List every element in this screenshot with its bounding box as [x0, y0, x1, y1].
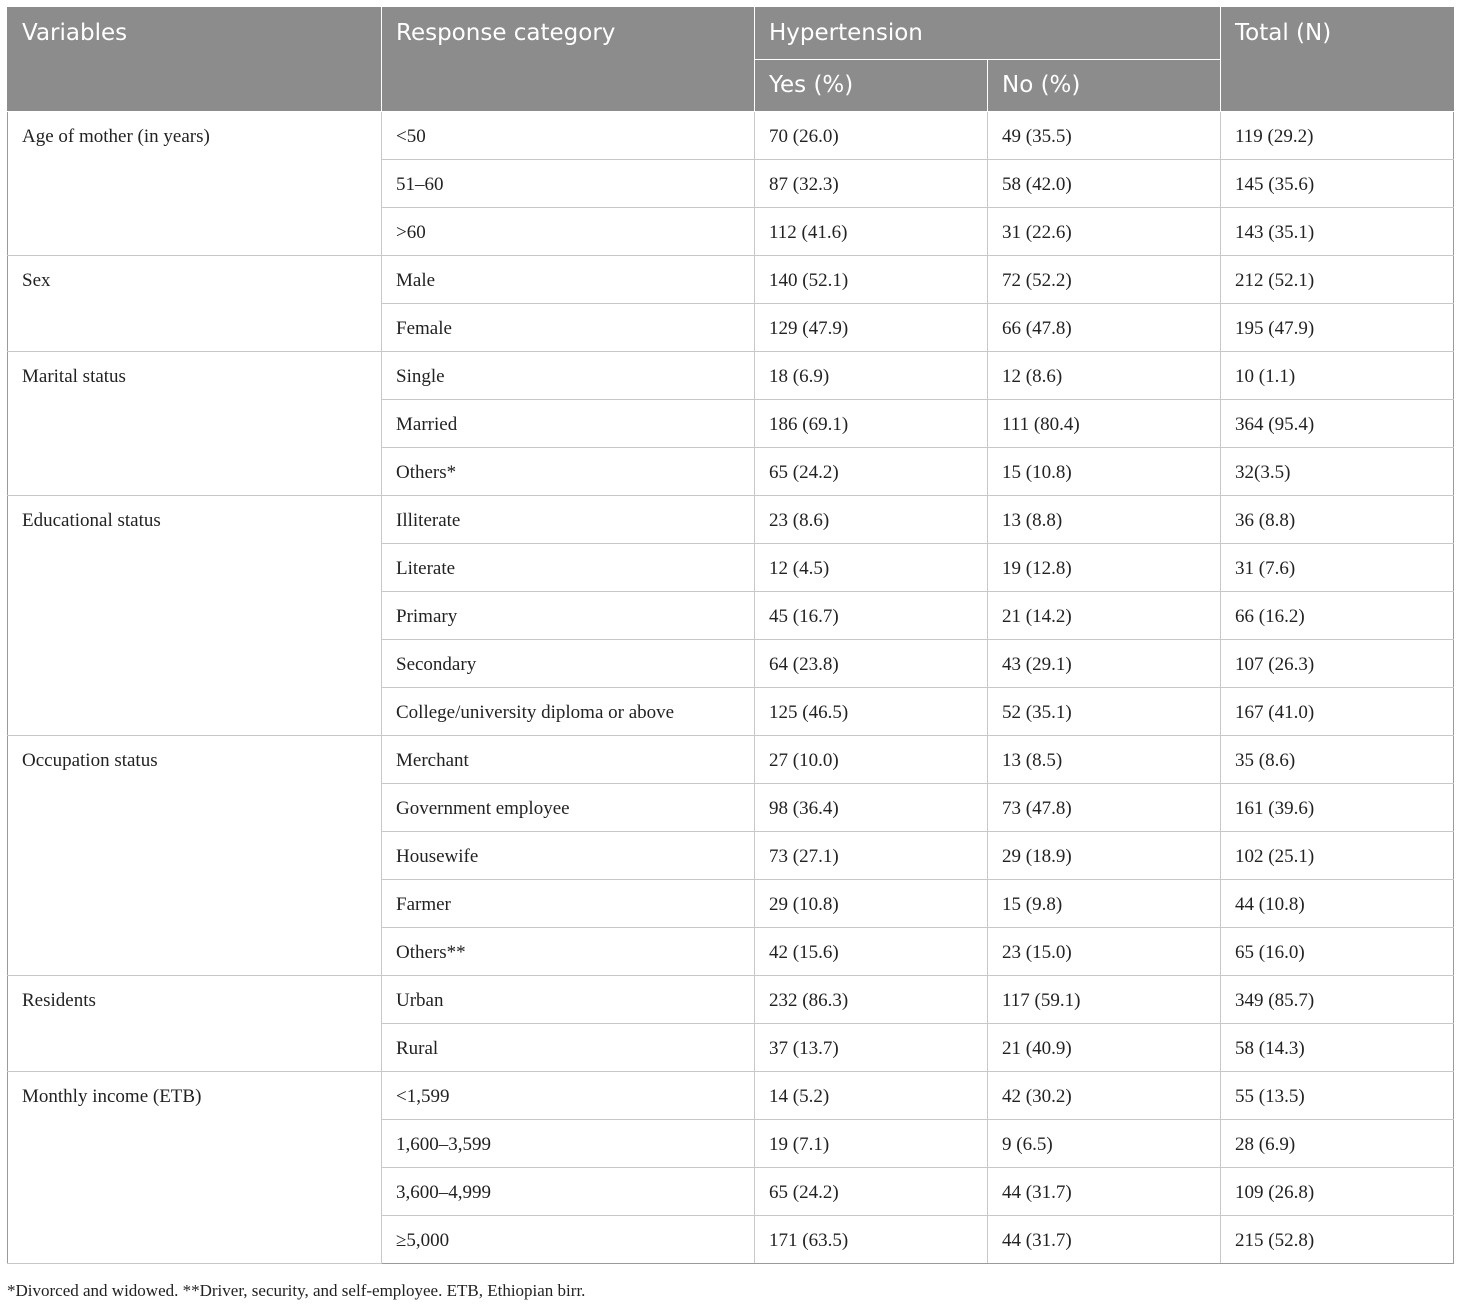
yes-cell: 98 (36.4): [755, 784, 988, 832]
no-cell: 42 (30.2): [988, 1072, 1221, 1120]
variable-cell: Residents: [8, 976, 382, 1072]
no-cell: 49 (35.5): [988, 112, 1221, 160]
yes-cell: 14 (5.2): [755, 1072, 988, 1120]
variable-cell: Educational status: [8, 496, 382, 736]
total-cell: 212 (52.1): [1221, 256, 1454, 304]
category-cell: Merchant: [382, 736, 755, 784]
header-no: No (%): [988, 60, 1221, 112]
category-cell: Farmer: [382, 880, 755, 928]
variable-cell: Age of mother (in years): [8, 112, 382, 256]
category-cell: <1,599: [382, 1072, 755, 1120]
yes-cell: 12 (4.5): [755, 544, 988, 592]
total-cell: 119 (29.2): [1221, 112, 1454, 160]
total-cell: 35 (8.6): [1221, 736, 1454, 784]
no-cell: 72 (52.2): [988, 256, 1221, 304]
category-cell: Female: [382, 304, 755, 352]
total-cell: 215 (52.8): [1221, 1216, 1454, 1264]
category-cell: Primary: [382, 592, 755, 640]
total-cell: 10 (1.1): [1221, 352, 1454, 400]
total-cell: 349 (85.7): [1221, 976, 1454, 1024]
no-cell: 111 (80.4): [988, 400, 1221, 448]
category-cell: 51–60: [382, 160, 755, 208]
total-cell: 28 (6.9): [1221, 1120, 1454, 1168]
table-row: [8, 352, 1454, 400]
yes-cell: 65 (24.2): [755, 1168, 988, 1216]
header-yes: Yes (%): [755, 60, 988, 112]
no-cell: 23 (15.0): [988, 928, 1221, 976]
total-cell: 107 (26.3): [1221, 640, 1454, 688]
category-cell: Others**: [382, 928, 755, 976]
table-row: [8, 112, 1454, 160]
yes-cell: 129 (47.9): [755, 304, 988, 352]
category-cell: <50: [382, 112, 755, 160]
total-cell: 167 (41.0): [1221, 688, 1454, 736]
no-cell: 19 (12.8): [988, 544, 1221, 592]
no-cell: 21 (40.9): [988, 1024, 1221, 1072]
table-body: [8, 112, 1454, 1264]
no-cell: 31 (22.6): [988, 208, 1221, 256]
table-row: [8, 496, 1454, 544]
data-table: [7, 7, 1454, 1264]
total-cell: 161 (39.6): [1221, 784, 1454, 832]
header-hypertension: Hypertension: [755, 8, 1221, 60]
total-cell: 66 (16.2): [1221, 592, 1454, 640]
total-cell: 44 (10.8): [1221, 880, 1454, 928]
no-cell: 117 (59.1): [988, 976, 1221, 1024]
yes-cell: 18 (6.9): [755, 352, 988, 400]
total-cell: 58 (14.3): [1221, 1024, 1454, 1072]
yes-cell: 125 (46.5): [755, 688, 988, 736]
no-cell: 52 (35.1): [988, 688, 1221, 736]
no-cell: 58 (42.0): [988, 160, 1221, 208]
category-cell: Others*: [382, 448, 755, 496]
category-cell: Government employee: [382, 784, 755, 832]
yes-cell: 70 (26.0): [755, 112, 988, 160]
variable-cell: Monthly income (ETB): [8, 1072, 382, 1264]
yes-cell: 27 (10.0): [755, 736, 988, 784]
yes-cell: 73 (27.1): [755, 832, 988, 880]
no-cell: 13 (8.5): [988, 736, 1221, 784]
header-variables: Variables: [8, 8, 382, 112]
category-cell: Secondary: [382, 640, 755, 688]
no-cell: 44 (31.7): [988, 1168, 1221, 1216]
category-cell: College/university diploma or above: [382, 688, 755, 736]
category-cell: Literate: [382, 544, 755, 592]
total-cell: 195 (47.9): [1221, 304, 1454, 352]
yes-cell: 45 (16.7): [755, 592, 988, 640]
table-header: [8, 8, 1454, 112]
header-total: Total (N): [1221, 8, 1454, 112]
yes-cell: 19 (7.1): [755, 1120, 988, 1168]
table-row: [8, 256, 1454, 304]
table-footnote: *Divorced and widowed. **Driver, security, and self-employee. ETB, Ethiopian birr.: [7, 1281, 586, 1300]
yes-cell: 23 (8.6): [755, 496, 988, 544]
header-response-category: Response category: [382, 8, 755, 112]
total-cell: 65 (16.0): [1221, 928, 1454, 976]
total-cell: 109 (26.8): [1221, 1168, 1454, 1216]
no-cell: 44 (31.7): [988, 1216, 1221, 1264]
no-cell: 29 (18.9): [988, 832, 1221, 880]
category-cell: Rural: [382, 1024, 755, 1072]
table-row: [8, 736, 1454, 784]
no-cell: 66 (47.8): [988, 304, 1221, 352]
category-cell: Urban: [382, 976, 755, 1024]
table-row: [8, 976, 1454, 1024]
yes-cell: 42 (15.6): [755, 928, 988, 976]
total-cell: 364 (95.4): [1221, 400, 1454, 448]
total-cell: 31 (7.6): [1221, 544, 1454, 592]
no-cell: 73 (47.8): [988, 784, 1221, 832]
no-cell: 43 (29.1): [988, 640, 1221, 688]
yes-cell: 232 (86.3): [755, 976, 988, 1024]
variable-cell: Sex: [8, 256, 382, 352]
yes-cell: 29 (10.8): [755, 880, 988, 928]
category-cell: Illiterate: [382, 496, 755, 544]
category-cell: >60: [382, 208, 755, 256]
total-cell: 145 (35.6): [1221, 160, 1454, 208]
variable-cell: Occupation status: [8, 736, 382, 976]
yes-cell: 140 (52.1): [755, 256, 988, 304]
yes-cell: 171 (63.5): [755, 1216, 988, 1264]
yes-cell: 186 (69.1): [755, 400, 988, 448]
no-cell: 13 (8.8): [988, 496, 1221, 544]
total-cell: 55 (13.5): [1221, 1072, 1454, 1120]
total-cell: 36 (8.8): [1221, 496, 1454, 544]
yes-cell: 87 (32.3): [755, 160, 988, 208]
category-cell: 1,600–3,599: [382, 1120, 755, 1168]
category-cell: ≥5,000: [382, 1216, 755, 1264]
no-cell: 15 (10.8): [988, 448, 1221, 496]
category-cell: Housewife: [382, 832, 755, 880]
yes-cell: 112 (41.6): [755, 208, 988, 256]
no-cell: 15 (9.8): [988, 880, 1221, 928]
yes-cell: 65 (24.2): [755, 448, 988, 496]
variable-cell: Marital status: [8, 352, 382, 496]
no-cell: 9 (6.5): [988, 1120, 1221, 1168]
table-row: [8, 1072, 1454, 1120]
category-cell: Single: [382, 352, 755, 400]
yes-cell: 37 (13.7): [755, 1024, 988, 1072]
no-cell: 12 (8.6): [988, 352, 1221, 400]
total-cell: 102 (25.1): [1221, 832, 1454, 880]
total-cell: 143 (35.1): [1221, 208, 1454, 256]
no-cell: 21 (14.2): [988, 592, 1221, 640]
table-container: [7, 7, 1453, 1264]
category-cell: 3,600–4,999: [382, 1168, 755, 1216]
yes-cell: 64 (23.8): [755, 640, 988, 688]
category-cell: Male: [382, 256, 755, 304]
category-cell: Married: [382, 400, 755, 448]
total-cell: 32(3.5): [1221, 448, 1454, 496]
